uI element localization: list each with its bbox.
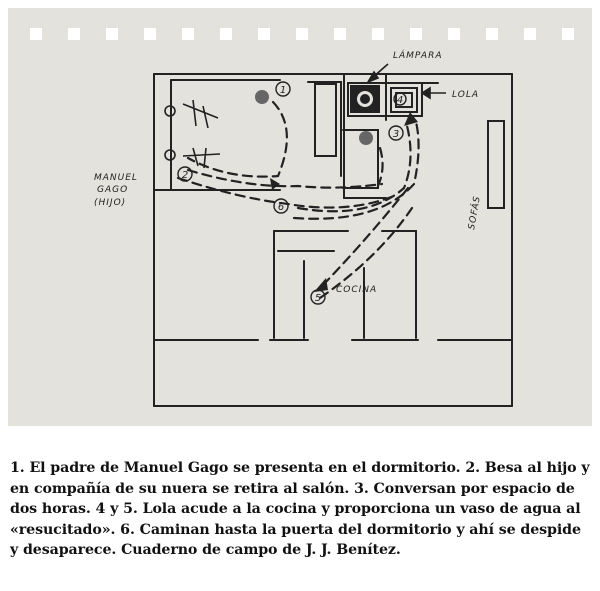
lamp-symbol: [351, 86, 379, 112]
lola-pointer: [422, 88, 446, 98]
label-hijo: (HIJO): [94, 198, 127, 208]
label-manuel: MANUEL: [94, 173, 138, 183]
label-lampara: LÁMPARA: [393, 51, 443, 61]
marker-2: [178, 167, 192, 181]
sofa-dot: [359, 131, 373, 145]
svg-text:1: 1: [279, 85, 287, 96]
svg-text:4: 4: [396, 95, 404, 106]
marker-1: [276, 82, 290, 96]
floor-plan-drawing: [8, 8, 592, 426]
svg-text:5: 5: [314, 293, 322, 304]
label-sofas: SOFÁS: [467, 194, 483, 231]
label-cocina: COCINA: [336, 285, 378, 295]
father-dot: [255, 90, 269, 104]
dashed-paths: [178, 102, 419, 298]
label-gago: GAGO: [97, 185, 129, 195]
father-figures: [165, 100, 220, 168]
notebook-sketch: [8, 8, 592, 426]
svg-text:2: 2: [181, 170, 189, 181]
svg-text:3: 3: [392, 129, 400, 140]
svg-text:6: 6: [277, 202, 285, 213]
marker-3: [389, 126, 403, 140]
marker-6: [274, 199, 288, 213]
lola-bed-symbol: [391, 88, 417, 112]
label-lola: LOLA: [452, 90, 479, 100]
figure-caption: 1. El padre de Manuel Gago se presenta en el dormitorio. 2. Besa al hijo y en compañía de su nuera se retira al salón. 3. Conversan por espacio de dos horas. 4 y 5. Lola acude a la cocina y proporciona un vaso de agua al «resucitado». 6. Caminan hasta la puerta del dormitorio y ahí se despide y desaparece. Cuaderno de campo de J. J. Benítez.: [10, 460, 590, 559]
binding-holes: [30, 28, 574, 40]
